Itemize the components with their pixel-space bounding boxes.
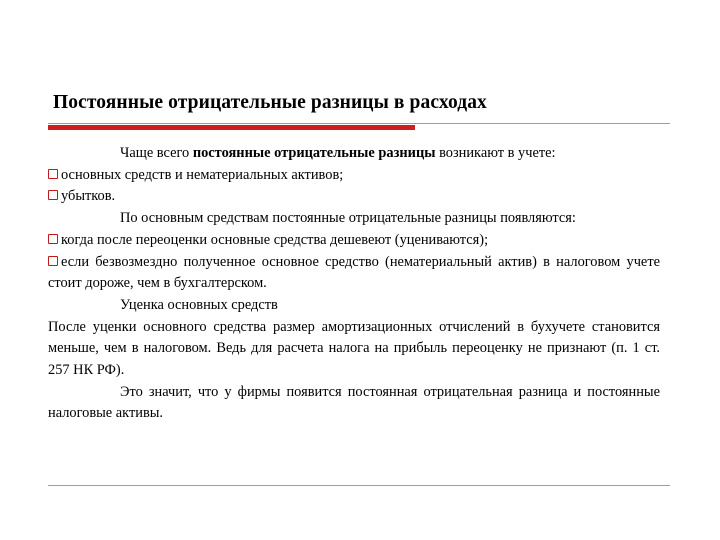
bullet-text: основных средств и нематериальных активов; <box>61 166 344 183</box>
slide-title: Постоянные отрицательные разницы в расходах <box>53 92 487 113</box>
bullet-text: когда после переоценки основные средства дешевеют (уцениваются); <box>61 231 489 248</box>
bullet-item <box>48 252 660 295</box>
hollow-square-bullet-icon <box>48 169 58 179</box>
bullet-item <box>48 186 660 208</box>
footer-divider <box>48 485 670 486</box>
hollow-square-bullet-icon <box>48 234 58 244</box>
bullet-item <box>48 165 660 187</box>
hollow-square-bullet-icon <box>48 256 58 266</box>
title-divider-red <box>48 125 415 130</box>
bullet-item <box>48 230 660 252</box>
hollow-square-bullet-icon <box>48 190 58 200</box>
title-divider-gray <box>48 123 670 124</box>
intro-text-suffix: возникают в учете: <box>435 145 556 161</box>
intro-text-bold: постоянные отрицательные разницы <box>192 145 436 161</box>
intro-text-prefix: Чаще всего <box>120 145 193 161</box>
depreciation-paragraph: После уценки основного средства размер амортизационных отчислений в бухучете становится меньше, чем в налоговом. Ведь для расчета налога на прибыль переоценку не признают (п. 1 ст. 257 НК РФ). <box>48 318 660 379</box>
bullet-text: убытков. <box>61 188 116 205</box>
subheading-paragraph: Уценка основных средств <box>120 296 278 313</box>
bullet-text: если безвозмездно полученное основное средство (нематериальный актив) в налоговом учете стоит дороже, чем в бухгалтерском. <box>48 253 660 292</box>
intro-paragraph <box>48 143 660 165</box>
conclusion-paragraph: Это значит, что у фирмы появится постоянная отрицательная разница и постоянные налоговые активы. <box>48 383 660 422</box>
fixed-assets-paragraph: По основным средствам постоянные отрицательные разницы появляются: <box>120 210 576 227</box>
slide-body <box>48 143 660 425</box>
